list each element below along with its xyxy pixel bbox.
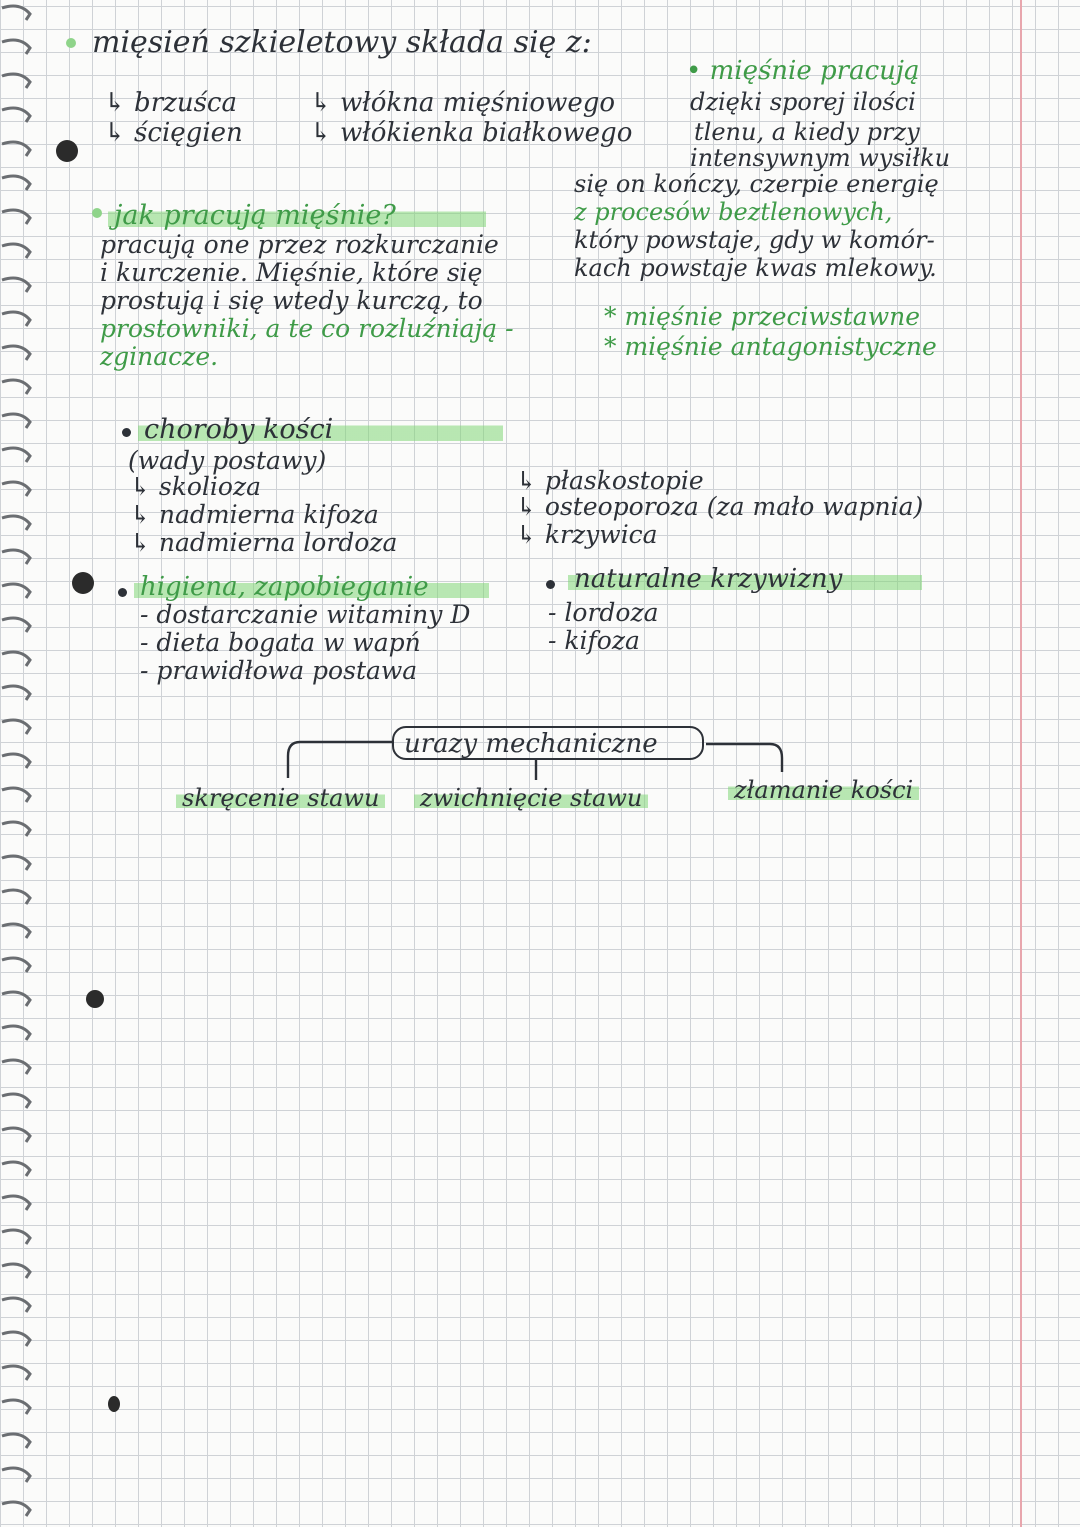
note-line: dzięki sporej ilości [690, 88, 916, 116]
natural-item: - lordoza [548, 598, 659, 627]
injury-branch: skręcenie stawu [176, 786, 385, 810]
text-line: pracują one przez rozkurczanie [100, 230, 499, 259]
disease-item: ↳ nadmierna kifoza [130, 500, 379, 529]
note-line: z procesów beztlenowych, [574, 198, 893, 226]
muscle-type: * mięśnie przeciwstawne [604, 302, 921, 331]
disease-item: ↳ krzywica [516, 520, 658, 549]
text-line: zginacze. [100, 342, 219, 371]
note-line: który powstaje, gdy w komór- [574, 226, 935, 254]
injury-center-label: urazy mechaniczne [404, 729, 658, 759]
intro-heading: mięsień szkieletowy składa się z: [92, 25, 592, 60]
disease-item: ↳ osteoporoza (za mało wapnia) [516, 492, 924, 521]
list-item: ↳ ścięgien [104, 118, 243, 148]
injury-branch: złamanie kości [728, 778, 919, 802]
muscle-type: * mięśnie antagonistyczne [604, 332, 937, 361]
disease-item: ↳ płaskostopie [516, 466, 704, 495]
text-line: i kurczenie. Mięśnie, które się [100, 258, 483, 287]
disease-item: ↳ nadmierna lordoza [130, 528, 398, 557]
hygiene-heading: higiena, zapobieganie [134, 574, 489, 600]
note-line: • mięśnie pracują [686, 56, 920, 86]
diseases-heading: choroby kości [138, 416, 503, 443]
text-line: prostują i się wtedy kurczą, to [100, 286, 483, 315]
disease-item: ↳ skolioza [130, 472, 262, 501]
list-item: ↳ włókna mięśniowego [310, 88, 616, 118]
natural-heading: naturalne krzywizny [568, 566, 922, 592]
hygiene-item: - dieta bogata w wapń [140, 628, 421, 657]
note-line: kach powstaje kwas mlekowy. [574, 254, 937, 282]
hygiene-item: - dostarczanie witaminy D [140, 600, 471, 629]
note-line: się on kończy, czerpie energię [574, 170, 939, 198]
injury-branch: zwichnięcie stawu [414, 786, 648, 810]
how-heading: jak pracują mięśnie? [108, 202, 486, 229]
note-line: intensywnym wysiłku [690, 144, 951, 172]
note-line: tlenu, a kiedy przy [694, 118, 920, 146]
text-line: prostowniki, a te co rozluźniają - [100, 314, 514, 343]
diseases-subheading: (wady postawy) [128, 446, 327, 475]
natural-item: - kifoza [548, 626, 640, 655]
list-item: ↳ włókienka białkowego [310, 118, 633, 148]
list-item: ↳ brzuśca [104, 88, 237, 118]
hygiene-item: - prawidłowa postawa [140, 656, 418, 685]
